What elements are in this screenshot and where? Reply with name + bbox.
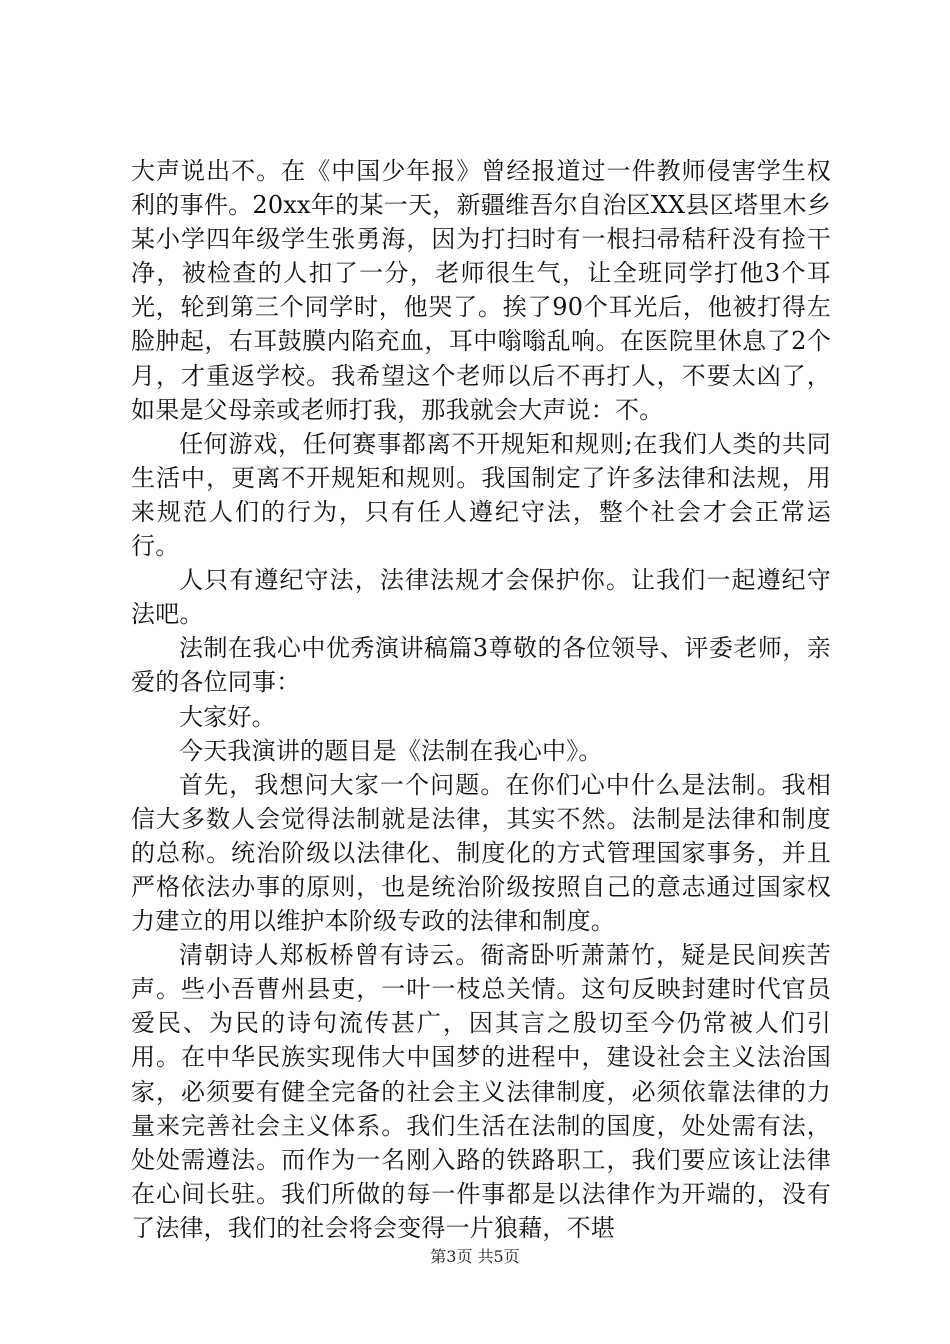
paragraph-5: 大家好。 (179, 702, 276, 731)
paragraph-7: 首先，我想问大家一个问题。在你们心中什么是法制。我相信大多数人会觉得法制就是法律，其实不然。法制是法律和制度的总称。统治阶级以法律化、制度化的方式管理国家事务，并且严格依法办事的原则，也是统治阶级按照自己的意志通过国家权力建立的用以维护本阶级专政的法律和制度。 (131, 770, 831, 936)
paragraph-8: 清朝诗人郑板桥曾有诗云。衙斋卧听萧萧竹，疑是民间疾苦声。些小吾曹州县吏，一叶一枝总关情。这句反映封建时代官员爱民、为民的诗句流传甚广，因其言之殷切至今仍常被人们引用。在中华民族实现伟大中国梦的进程中，建设社会主义法治国家，必须要有健全完备的社会主义法律制度，必须依靠法律的力量来完善社会主义体系。我们生活在法制的国度，处处需有法，处处需遵法。而作为一名刚入路的铁路职工，我们要应该让法律在心间长驻。我们所做的每一件事都是以法律作为开端的，没有了法律，我们的社会将会变得一片狼藉，不堪 (131, 941, 831, 1242)
paragraph-3: 人只有遵纪守法，法律法规才会保护你。让我们一起遵纪守法吧。 (131, 566, 831, 629)
page-footer: 第3页 共5页 (430, 1247, 520, 1266)
document-body (131, 154, 831, 1245)
paragraph-4: 法制在我心中优秀演讲稿篇3尊敬的各位领导、评委老师，亲爱的各位同事： (131, 634, 831, 697)
paragraph-6: 今天我演讲的题目是《法制在我心中》。 (179, 736, 603, 765)
paragraph-1: 大声说出不。在《中国少年报》曾经报道过一件教师侵害学生权利的事件。20xx年的某一天，新疆维吾尔自治区XX县区塔里木乡某小学四年级学生张勇海，因为打扫时有一根扫帚秸秆没有捡干净，被检查的人扣了一分，老师很生气，让全班同学打他3个耳光，轮到第三个同学时，他哭了。挨了90个耳光后，他被打得左脸肿起，右耳鼓膜内陷充血，耳中嗡嗡乱响。在医院里休息了2个月，才重返学校。我希望这个老师以后不再打人，不要太凶了，如果是父母亲或老师打我，那我就会大声说：不。 (131, 157, 831, 424)
paragraph-2: 任何游戏，任何赛事都离不开规矩和规则;在我们人类的共同生活中，更离不开规矩和规则。我国制定了许多法律和法规，用来规范人们的行为，只有任人遵纪守法，整个社会才会正常运行。 (131, 429, 831, 561)
